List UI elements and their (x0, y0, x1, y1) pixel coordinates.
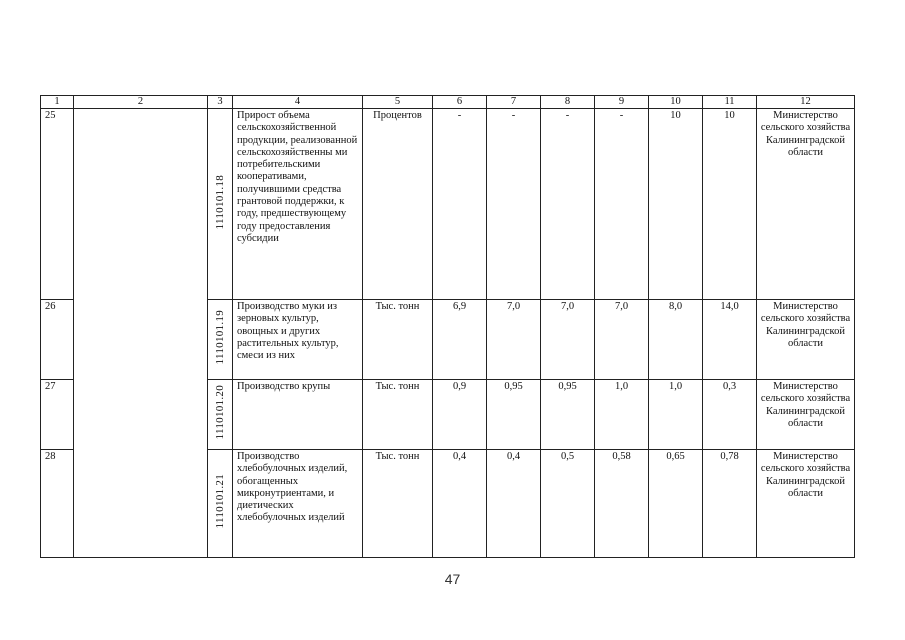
column-header: 10 (649, 96, 703, 109)
row-number: 27 (41, 380, 74, 450)
value-cell: 10 (649, 109, 703, 300)
value-cell: 14,0 (703, 300, 757, 380)
column-header: 11 (703, 96, 757, 109)
responsible-cell: Министерство сельского хозяйства Калининградской области (757, 109, 855, 300)
table-row (41, 109, 855, 300)
row-number: 26 (41, 300, 74, 380)
column-header: 8 (541, 96, 595, 109)
indicator-code-cell (208, 450, 233, 558)
page-number: 47 (444, 571, 461, 587)
value-cell: 0,65 (649, 450, 703, 558)
indicator-name: Прирост объема сельскохозяйственной продукции, реализованной сельскохозяйственны ми потребительскими кооперативами, получившими средства грантовой поддержки, к году, предшествующему году предоставления субсидии (233, 109, 363, 300)
unit-cell: Процентов (363, 109, 433, 300)
indicator-code: 1110101.20 (213, 385, 226, 440)
column-header: 7 (487, 96, 541, 109)
column-header: 4 (233, 96, 363, 109)
column-header: 2 (74, 96, 208, 109)
value-cell: - (541, 109, 595, 300)
value-cell: 6,9 (433, 300, 487, 380)
value-cell: 7,0 (487, 300, 541, 380)
unit-cell: Тыс. тонн (363, 300, 433, 380)
responsible-cell: Министерство сельского хозяйства Калининградской области (757, 450, 855, 558)
value-cell: 0,4 (433, 450, 487, 558)
indicators-table (40, 95, 855, 558)
indicator-name: Производство муки из зерновых культур, овощных и других растительных культур, смеси из них (233, 300, 363, 380)
value-cell: 0,3 (703, 380, 757, 450)
merged-empty-cell (74, 109, 208, 558)
column-header: 12 (757, 96, 855, 109)
value-cell: 1,0 (649, 380, 703, 450)
value-cell: 8,0 (649, 300, 703, 380)
column-number-row (41, 96, 855, 109)
unit-cell: Тыс. тонн (363, 380, 433, 450)
value-cell: 0,95 (541, 380, 595, 450)
row-number: 25 (41, 109, 74, 300)
value-cell: 7,0 (541, 300, 595, 380)
value-cell: - (433, 109, 487, 300)
indicator-name: Производство хлебобулочных изделий, обогащенных микронутриентами, и диетических хлебобулочных изделий (233, 450, 363, 558)
value-cell: 0,9 (433, 380, 487, 450)
indicator-name: Производство крупы (233, 380, 363, 450)
value-cell: 0,4 (487, 450, 541, 558)
column-header: 1 (41, 96, 74, 109)
column-header: 9 (595, 96, 649, 109)
value-cell: - (487, 109, 541, 300)
value-cell: 1,0 (595, 380, 649, 450)
value-cell: 0,5 (541, 450, 595, 558)
indicator-code: 1110101.18 (213, 174, 226, 230)
value-cell: 0,78 (703, 450, 757, 558)
column-header: 5 (363, 96, 433, 109)
responsible-cell: Министерство сельского хозяйства Калининградской области (757, 380, 855, 450)
value-cell: 7,0 (595, 300, 649, 380)
value-cell: 0,58 (595, 450, 649, 558)
value-cell: 10 (703, 109, 757, 300)
row-number: 28 (41, 450, 74, 558)
indicator-code-cell (208, 300, 233, 380)
value-cell: - (595, 109, 649, 300)
column-header: 3 (208, 96, 233, 109)
indicator-code: 1110101.21 (213, 474, 226, 529)
indicator-code: 1110101.19 (213, 310, 226, 365)
indicator-code-cell (208, 380, 233, 450)
responsible-cell: Министерство сельского хозяйства Калининградской области (757, 300, 855, 380)
unit-cell: Тыс. тонн (363, 450, 433, 558)
value-cell: 0,95 (487, 380, 541, 450)
column-header: 6 (433, 96, 487, 109)
indicator-code-cell (208, 109, 233, 300)
